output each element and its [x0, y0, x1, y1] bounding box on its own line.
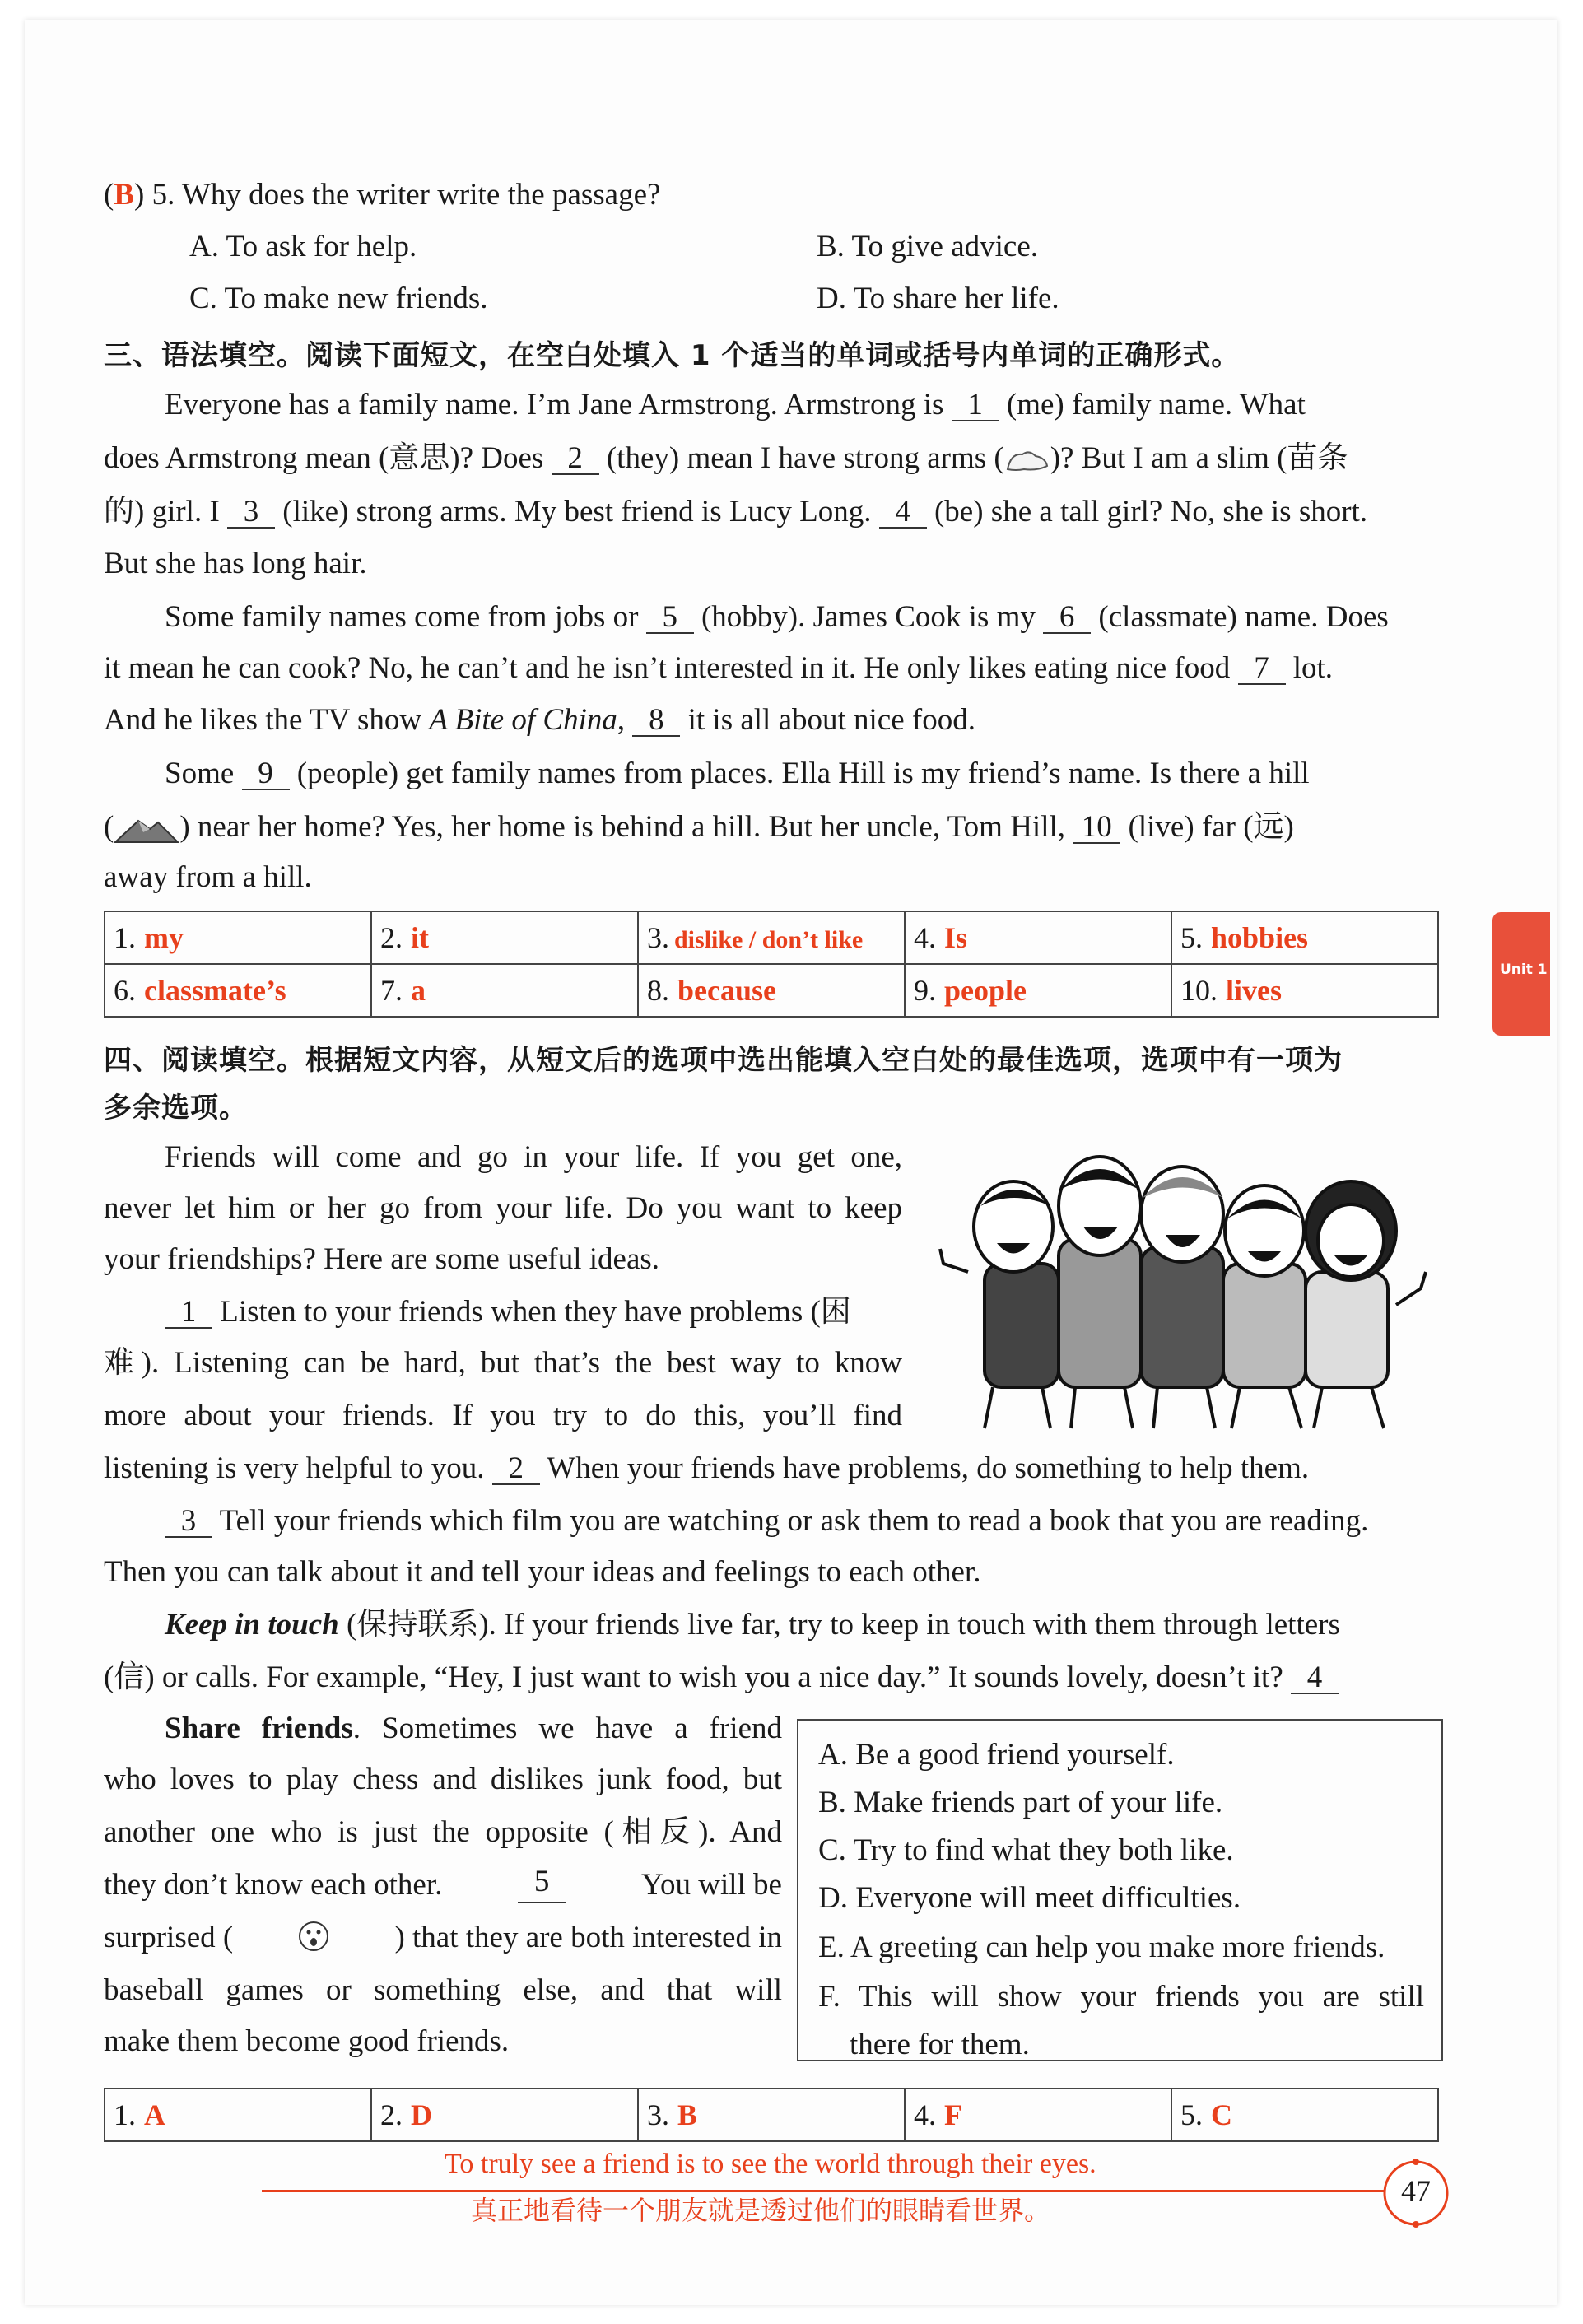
section3-heading: 三、语法填空。阅读下面短文，在空白处填入 1 个适当的单词或括号内单词的正确形式。 — [104, 339, 1241, 372]
s4-answer-2: 2. D — [371, 2089, 638, 2141]
option-f: F. This will show your friends you are still — [818, 1980, 1424, 2014]
page-number: 47 — [1401, 2174, 1431, 2207]
s4-p5-line1: Share friends. Sometimes we have a friend — [165, 1712, 782, 1745]
s4-p5-line3: another one who is just the opposite (相反). And — [104, 1815, 782, 1849]
s4-answer-4: 4. F — [905, 2089, 1171, 2141]
s4-p2-line3: more about your friends. If you try to do this, you’ll find — [104, 1399, 902, 1432]
s4-p5-line7: make them become good friends. — [104, 2024, 510, 2058]
section4-answer-table — [104, 2088, 1439, 2142]
q5-answer: B — [114, 178, 135, 212]
q5-question: 5. Why does the writer write the passage? — [151, 178, 661, 212]
q5-option-a: A. To ask for help. — [189, 230, 417, 263]
s4-answer-5: 5. C — [1171, 2089, 1438, 2141]
s3-line-4: But she has long hair. — [104, 547, 367, 580]
q5-question-line: (B) 5. Why does the writer write the passage? — [104, 178, 661, 212]
s3-answer-3: 3. dislike / don’t like — [638, 911, 905, 964]
s3-answer-6: 6. classmate’s — [105, 964, 371, 1017]
s4-p3-line1: 3 Tell your friends which film you are watching or ask them to read a book that you are reading. — [165, 1503, 1368, 1539]
footer-quote-cn: 真正地看待一个朋友就是透过他们的眼睛看世界。 — [471, 2195, 1051, 2226]
option-e: E. A greeting can help you make more friends. — [818, 1930, 1385, 1964]
s3-answer-4: 4. Is — [905, 911, 1171, 964]
s3-line-9: ( ) near her home? Yes, her home is behind a hill. But her uncle, Tom Hill, 10 (live) far (远) — [104, 810, 1294, 844]
s3-line-2: does Armstrong mean (意思)? Does 2 (they) mean I have strong arms ( )? But I am a slim (苗条 — [104, 441, 1348, 475]
q5-option-c: C. To make new friends. — [189, 282, 488, 315]
q5-option-d: D. To share her life. — [817, 282, 1059, 315]
s4-answer-3: 3. B — [638, 2089, 905, 2141]
s3-answer-1: 1. my — [105, 911, 371, 964]
s3-line-3: 的) girl. I 3 (like) strong arms. My best friend is Lucy Long. 4 (be) she a tall girl? No, she is short. — [104, 495, 1368, 529]
s4-p1-line2: never let him or her go from your life. Do you want to keep — [104, 1191, 902, 1225]
s4-p1-line1: Friends will come and go in your life. If you get one, — [165, 1140, 902, 1174]
s3-line-10: away from a hill. — [104, 860, 312, 894]
section4-heading-line1: 四、阅读填空。根据短文内容，从短文后的选项中选出能填入空白处的最佳选项，选项中有一项为 — [104, 1044, 1343, 1077]
s4-p2-line2: 难). Listening can be hard, but that’s the best way to know — [104, 1346, 902, 1380]
s3-answer-7: 7. a — [371, 964, 638, 1017]
s3-answer-10: 10. lives — [1171, 964, 1438, 1017]
s3-answer-5: 5. hobbies — [1171, 911, 1438, 964]
footer-quote-en: To truly see a friend is to see the world through their eyes. — [445, 2149, 1096, 2179]
s4-p5-line4: they don’t know each other. 5 You will be — [104, 1865, 782, 1902]
s4-p3-line2: Then you can talk about it and tell your ideas and feelings to each other. — [104, 1555, 981, 1589]
s4-p5-line6: baseball games or something else, and that will — [104, 1973, 782, 2007]
s4-p5-line2: who loves to play chess and dislikes junk food, but — [104, 1763, 782, 1796]
option-c: C. Try to find what they both like. — [818, 1833, 1234, 1867]
option-a: A. Be a good friend yourself. — [818, 1738, 1175, 1772]
s3-answer-9: 9. people — [905, 964, 1171, 1017]
s4-p1-line3: your friendships? Here are some useful ideas. — [104, 1242, 660, 1276]
q5-option-b: B. To give advice. — [817, 230, 1039, 263]
s3-line-6: it mean he can cook? No, he can’t and he isn’t interested in it. He only likes eating nice food 7 lot. — [104, 651, 1334, 685]
s4-answer-1: 1. A — [105, 2089, 371, 2141]
s3-line-8: Some 9 (people) get family names from places. Ella Hill is my friend’s name. Is there a hill — [165, 757, 1310, 790]
unit-tab-label: Unit 1 — [1500, 962, 1548, 978]
s4-p4-line1: Keep in touch (保持联系). If your friends live far, try to keep in touch with them through letters — [165, 1608, 1340, 1642]
s3-answer-8: 8. because — [638, 964, 905, 1017]
arm-icon — [1004, 448, 1050, 474]
hill-icon — [114, 816, 179, 844]
s3-answer-2: 2. it — [371, 911, 638, 964]
s3-line-7: And he likes the TV show A Bite of China, 8 it is all about nice food. — [104, 703, 975, 737]
option-b: B. Make friends part of your life. — [818, 1786, 1223, 1819]
section3-answer-table — [104, 911, 1439, 1018]
section4-heading-line2: 多余选项。 — [104, 1092, 248, 1125]
s4-p4-line2: (信) or calls. For example, “Hey, I just want to wish you a nice day.” It sounds lovely, doesn’t it? 4 — [104, 1660, 1339, 1696]
s4-p5-line5: surprised ( ) that they are both interested in — [104, 1921, 782, 1954]
surprised-face-icon — [297, 1920, 330, 1953]
s4-p2-line4: listening is very helpful to you. 2 When your friends have problems, do something to help them. — [104, 1451, 1310, 1485]
friends-illustration — [935, 1140, 1429, 1437]
option-d: D. Everyone will meet difficulties. — [818, 1881, 1241, 1915]
option-f-cont: there for them. — [850, 2028, 1030, 2061]
s3-line-5: Some family names come from jobs or 5 (hobby). James Cook is my 6 (classmate) name. Does — [165, 600, 1389, 634]
s4-p2-line1: 1 Listen to your friends when they have problems (困 — [165, 1294, 851, 1330]
s3-line-1: Everyone has a family name. I’m Jane Armstrong. Armstrong is 1 (me) family name. What — [165, 388, 1306, 421]
